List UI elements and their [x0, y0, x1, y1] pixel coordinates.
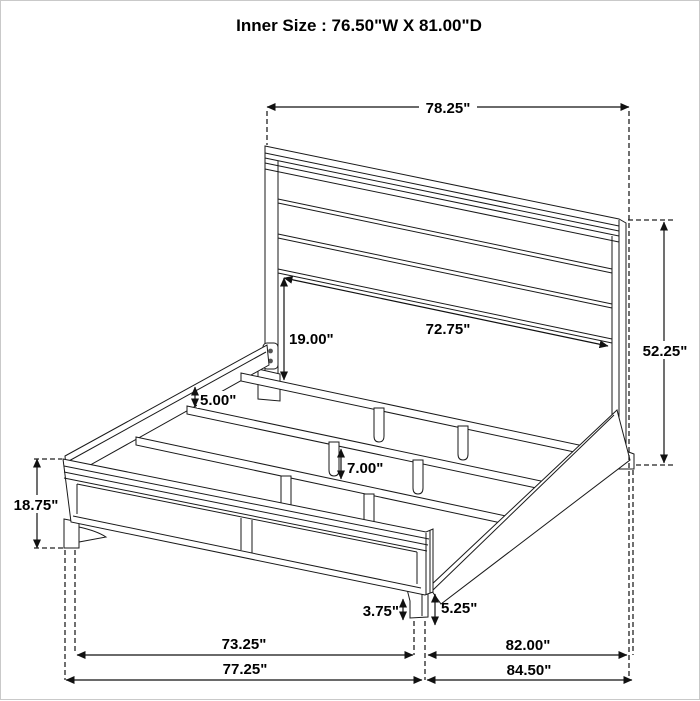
- support-leg: [329, 442, 339, 476]
- dim-headboard-inner-width-label: 72.75": [425, 321, 471, 338]
- page-title: Inner Size : 76.50"W X 81.00"D: [236, 16, 482, 35]
- dim-panel-to-rail-label: 19.00": [289, 331, 334, 348]
- dim-overall-width: [267, 97, 629, 117]
- dim-side-rail-height-label: 5.00": [200, 392, 237, 409]
- dim-headboard-height: [638, 222, 692, 463]
- dim-headboard-height-label: 52.25": [642, 343, 688, 360]
- dim-center-leg-height-label: 7.00": [347, 460, 384, 477]
- dim-footboard-height-label: 18.75": [13, 497, 59, 514]
- support-leg: [374, 408, 384, 442]
- dim-overall-depth-label: 84.50": [506, 662, 552, 679]
- dim-foot-bracket-height-label: 3.75": [362, 603, 399, 620]
- support-leg: [458, 426, 468, 460]
- dim-foot-bracket-height: [363, 599, 403, 620]
- dim-inner-depth-label: 82.00": [505, 637, 551, 654]
- dim-footboard-inner-width: [77, 636, 413, 655]
- footboard: [63, 459, 433, 618]
- dim-footboard-outer-width: [66, 661, 422, 680]
- dim-footboard-outer-width-label: 77.25": [222, 661, 268, 678]
- footboard-panel: [63, 459, 433, 595]
- dim-footboard-inner-width-label: 73.25": [221, 636, 267, 653]
- dim-overall-width-label: 78.25": [425, 100, 471, 117]
- dim-foot-leg-height-label: 5.25": [441, 600, 478, 617]
- dim-overall-depth: [427, 662, 632, 680]
- diagram-canvas: [1, 1, 700, 701]
- dim-footboard-height: [12, 459, 60, 548]
- footboard-left-bracket: [79, 527, 106, 542]
- dim-inner-depth: [428, 637, 627, 655]
- left-side-rail: [65, 345, 269, 478]
- support-leg: [413, 460, 423, 494]
